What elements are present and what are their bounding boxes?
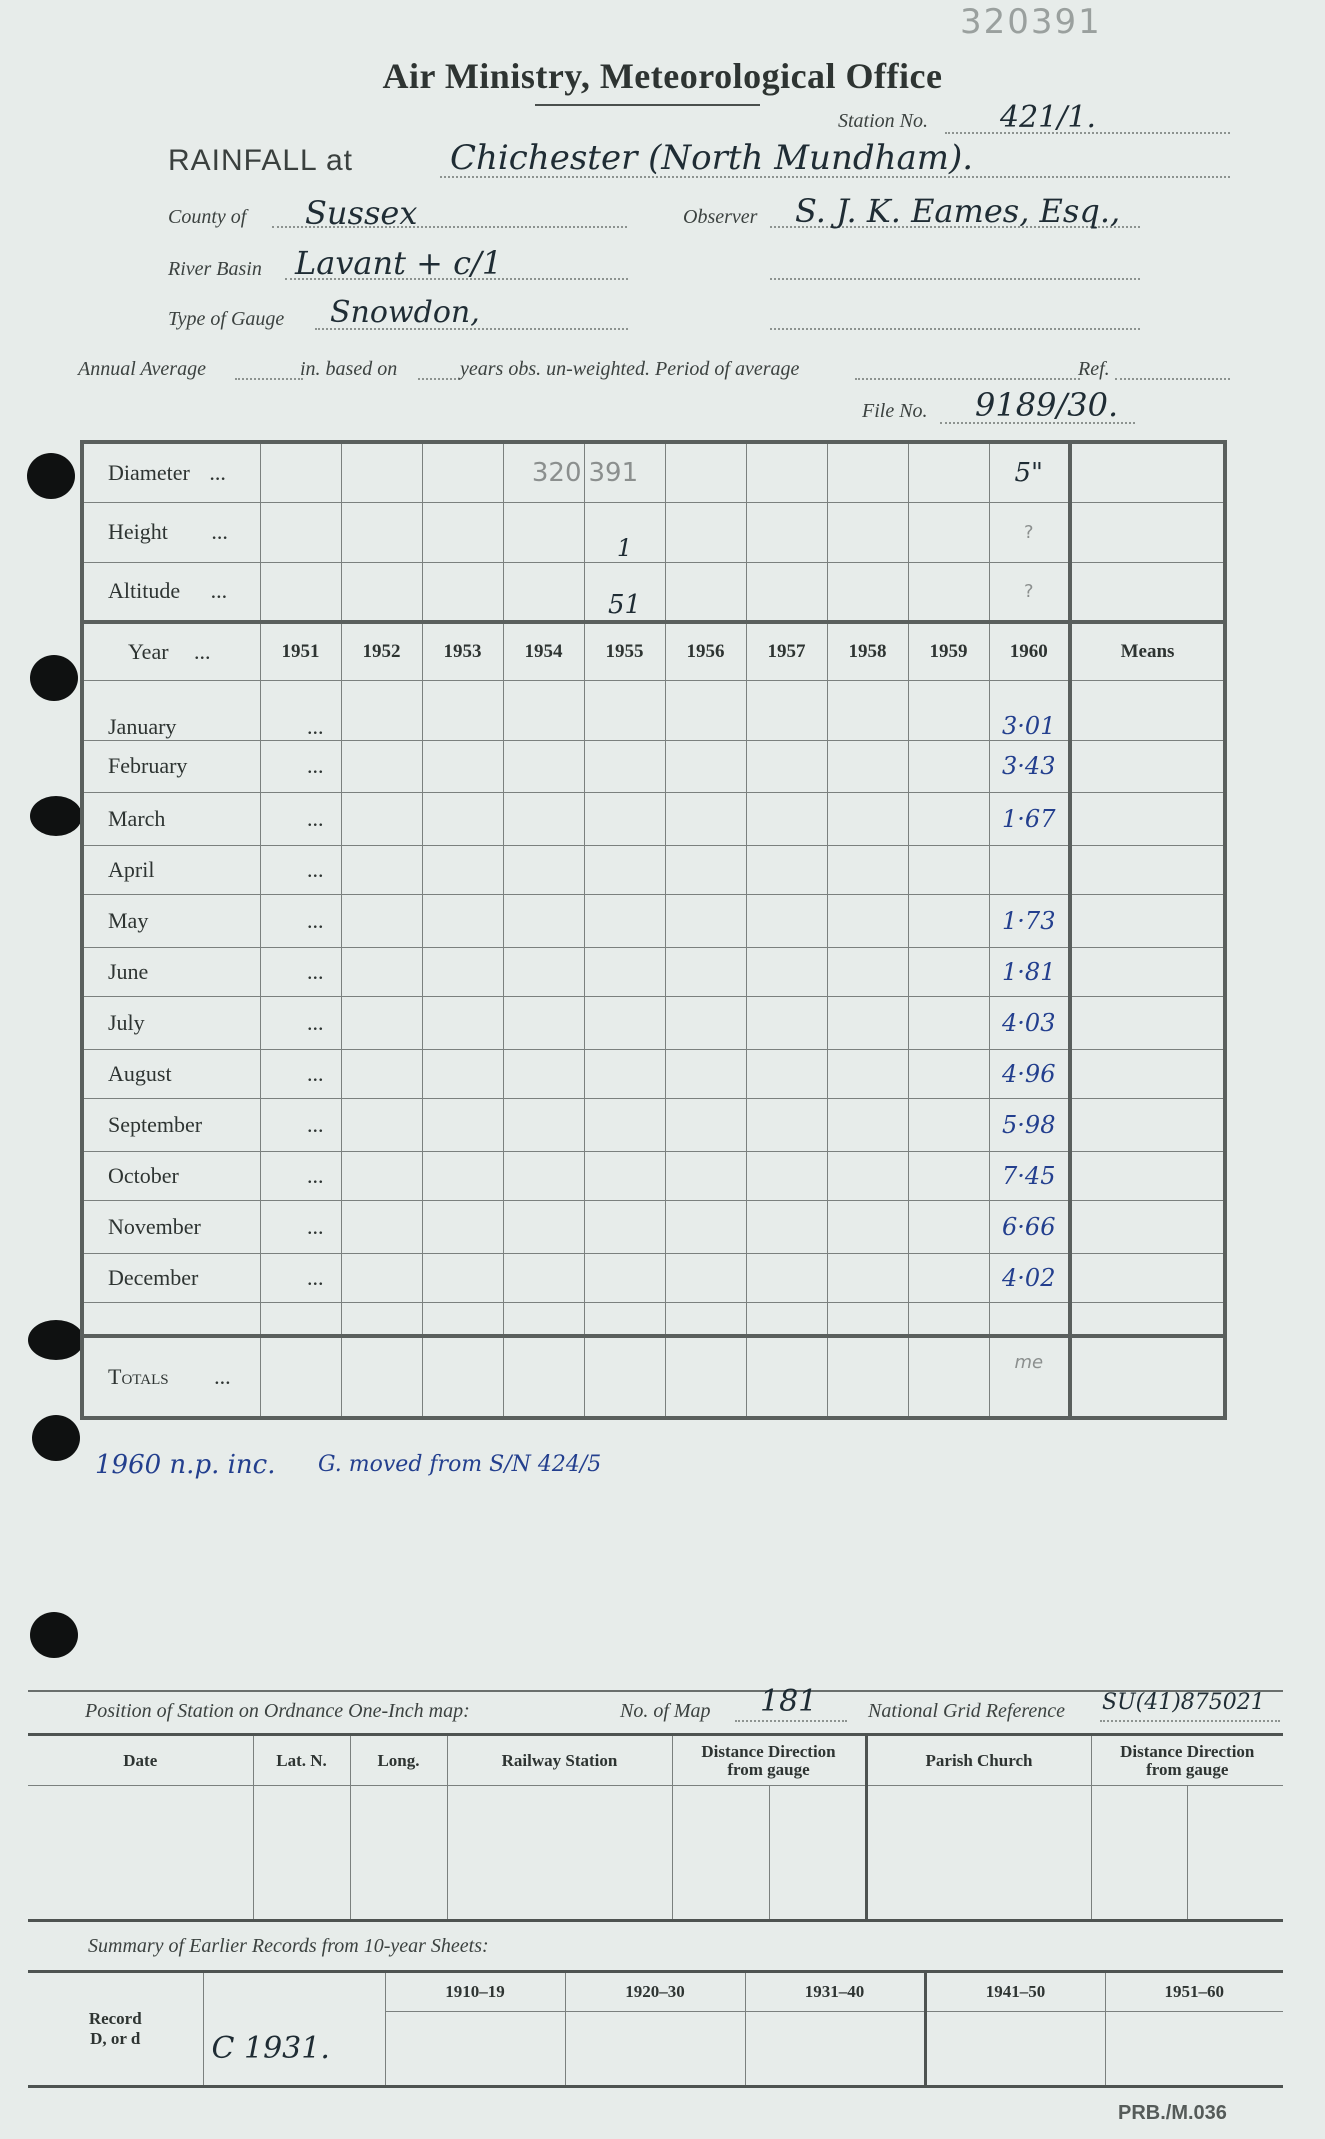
date-header: Date <box>28 1735 253 1786</box>
rain-cell <box>665 680 746 740</box>
rain-cell <box>827 996 908 1049</box>
rain-cell <box>746 1098 827 1151</box>
rain-cell <box>584 947 665 996</box>
title-underline <box>535 104 760 106</box>
month-row <box>82 996 1225 1049</box>
record-label-1: Record <box>88 2009 142 2028</box>
dots: ... <box>307 753 324 778</box>
note-gauge-moved: G. moved from S/N 424/5 <box>318 1452 602 1477</box>
diameter-label: Diameter <box>108 459 190 485</box>
rain-cell <box>827 792 908 845</box>
mean-cell <box>1070 792 1225 845</box>
dots: ... <box>307 1213 324 1239</box>
rain-cell <box>746 1253 827 1302</box>
rain-cell <box>827 845 908 894</box>
rain-cell <box>503 1098 584 1151</box>
rain-cell <box>665 740 746 792</box>
month-row <box>82 947 1225 996</box>
rain-value-1960: 1·73 <box>989 894 1070 947</box>
rain-cell <box>746 740 827 792</box>
dots: ... <box>307 1111 324 1137</box>
rain-value-1960: 6·66 <box>989 1200 1070 1253</box>
rain-cell <box>665 845 746 894</box>
rain-cell <box>665 1200 746 1253</box>
dots: ... <box>307 856 324 882</box>
dots: ... <box>307 1162 324 1188</box>
altitude-label: Altitude <box>108 578 181 604</box>
altitude-1960: ? <box>1023 580 1034 602</box>
rain-cell <box>341 1253 422 1302</box>
rain-value-1960: 1·67 <box>989 792 1070 845</box>
month-row <box>82 680 1225 740</box>
grid-ref-label: National Grid Reference <box>868 1700 1065 1722</box>
rain-value-1960: 1·81 <box>989 947 1070 996</box>
record-label-cell <box>28 1972 203 2087</box>
rain-cell <box>341 1200 422 1253</box>
file-no-label: File No. <box>862 400 928 422</box>
lat-header: Lat. N. <box>253 1735 350 1786</box>
observer-label: Observer <box>683 206 758 228</box>
rain-cell <box>908 894 989 947</box>
years-obs-label: years obs. un-weighted. Period of average <box>460 358 800 380</box>
record-label-2: D, or d <box>90 2029 141 2048</box>
mean-cell <box>1070 1200 1225 1253</box>
rain-cell <box>341 1098 422 1151</box>
station-no-label: Station No. <box>838 110 929 132</box>
mean-cell <box>1070 1098 1225 1151</box>
map-no-value: 181 <box>760 1684 818 1719</box>
month-label: January <box>108 713 177 739</box>
dots: ... <box>307 805 324 831</box>
parish-header: Parish Church <box>866 1735 1091 1786</box>
record-value: C 1931. <box>203 2012 385 2087</box>
totals-label: Totals <box>108 1364 169 1389</box>
observer-value: S. J. K. Eames, Esq., <box>795 192 1121 230</box>
mean-cell <box>1070 680 1225 740</box>
rain-cell <box>422 845 503 894</box>
year-1958: 1958 <box>827 622 908 680</box>
altitude-row: Altitude ... 51 ? <box>82 562 1225 622</box>
rain-cell <box>584 792 665 845</box>
decade-1941: 1941–50 <box>925 1972 1105 2012</box>
mean-cell <box>1070 740 1225 792</box>
mean-cell <box>1070 996 1225 1049</box>
punch-hole-2 <box>30 655 78 701</box>
rain-cell <box>422 1098 503 1151</box>
rain-cell <box>908 792 989 845</box>
decade-1951: 1951–60 <box>1105 1972 1283 2012</box>
rain-cell <box>422 792 503 845</box>
dots: ... <box>307 1009 324 1035</box>
month-label: July <box>108 1009 145 1035</box>
rain-value-1960: 4·02 <box>989 1253 1070 1302</box>
rain-cell <box>827 894 908 947</box>
height-row: Height ... 1 ? <box>82 502 1225 562</box>
rain-cell <box>503 845 584 894</box>
rain-value-1960: 7·45 <box>989 1151 1070 1200</box>
rain-cell <box>503 792 584 845</box>
dots: ... <box>307 1264 324 1290</box>
note-1960: 1960 n.p. inc. <box>95 1450 276 1480</box>
county-label: County of <box>168 206 247 228</box>
rain-cell <box>665 996 746 1049</box>
month-label: May <box>108 907 149 933</box>
rain-cell <box>503 680 584 740</box>
rain-cell <box>746 680 827 740</box>
rain-cell <box>584 1151 665 1200</box>
summary-table <box>28 1970 1283 2088</box>
year-1959: 1959 <box>908 622 989 680</box>
rain-cell <box>341 1049 422 1098</box>
rain-cell <box>827 1253 908 1302</box>
rain-cell <box>422 1151 503 1200</box>
rain-cell <box>260 1049 341 1098</box>
punch-hole-4 <box>28 1320 84 1360</box>
pencil-height-1955: 1 <box>616 533 633 562</box>
distance-direction-label-2: Distance Direction <box>1120 1741 1255 1761</box>
totals-row: Totals ... me <box>82 1336 1225 1418</box>
month-label: June <box>108 958 149 984</box>
pencil-diameter-1955: 391 <box>588 457 639 488</box>
rain-cell <box>260 845 341 894</box>
rain-cell <box>260 947 341 996</box>
rain-cell <box>260 996 341 1049</box>
distance-direction-label-1: Distance Direction <box>701 1741 836 1761</box>
rain-cell <box>260 680 341 740</box>
year-1960: 1960 <box>989 622 1070 680</box>
year-1957: 1957 <box>746 622 827 680</box>
height-label: Height <box>108 519 168 544</box>
distance-direction-header-2 <box>1091 1735 1283 1786</box>
rain-cell <box>908 1151 989 1200</box>
mean-cell <box>1070 947 1225 996</box>
rain-cell <box>584 1200 665 1253</box>
rainfall-table <box>80 440 1227 1420</box>
position-table <box>28 1733 1283 1922</box>
rain-cell <box>665 947 746 996</box>
rain-cell <box>341 894 422 947</box>
rain-cell <box>908 947 989 996</box>
rain-cell <box>422 1049 503 1098</box>
footer-code: PRB./M.036 <box>1118 2102 1227 2124</box>
mean-cell <box>1070 1151 1225 1200</box>
rain-cell <box>827 680 908 740</box>
rain-cell <box>584 680 665 740</box>
rain-value-1960 <box>989 845 1070 894</box>
dots: ... <box>307 958 324 984</box>
rain-value-1960: 3·43 <box>989 740 1070 792</box>
rain-cell <box>341 740 422 792</box>
rain-cell <box>908 1253 989 1302</box>
rain-value-1960: 3·01 <box>989 680 1070 740</box>
rain-cell <box>827 1049 908 1098</box>
rain-cell <box>746 792 827 845</box>
county-value: Sussex <box>305 194 418 232</box>
punch-hole-5 <box>32 1415 80 1461</box>
month-row <box>82 1098 1225 1151</box>
rain-cell <box>260 894 341 947</box>
rain-cell <box>746 947 827 996</box>
rain-cell <box>341 845 422 894</box>
grid-ref-value: SU(41)875021 <box>1102 1690 1265 1715</box>
month-row <box>82 740 1225 792</box>
year-1951: 1951 <box>260 622 341 680</box>
rain-cell <box>584 996 665 1049</box>
rainfall-at-value: Chichester (North Mundham). <box>450 138 974 178</box>
month-label: February <box>108 753 188 778</box>
dots: ... <box>307 907 324 933</box>
ref-label: Ref. <box>1078 358 1110 380</box>
month-row <box>82 1151 1225 1200</box>
means-header: Means <box>1070 622 1225 680</box>
rain-cell <box>503 1200 584 1253</box>
based-on-label: in. based on <box>300 358 398 380</box>
summary-label: Summary of Earlier Records from 10-year Sheets: <box>88 1935 489 1957</box>
rain-cell <box>341 996 422 1049</box>
rain-cell <box>422 894 503 947</box>
corner-stamp: 320391 <box>960 2 1102 42</box>
rain-cell <box>908 680 989 740</box>
rain-cell <box>827 947 908 996</box>
from-gauge-label-1: from gauge <box>727 1759 810 1779</box>
rain-cell <box>584 894 665 947</box>
rain-value-1960: 4·96 <box>989 1049 1070 1098</box>
year-1955: 1955 <box>584 622 665 680</box>
mean-cell <box>1070 845 1225 894</box>
month-row <box>82 1049 1225 1098</box>
height-1960: ? <box>1023 521 1034 543</box>
rain-cell <box>341 792 422 845</box>
page-title: Air Ministry, Meteorological Office <box>382 56 943 96</box>
diameter-row <box>82 442 1225 502</box>
month-label: March <box>108 805 166 831</box>
rain-cell <box>908 845 989 894</box>
rain-cell <box>827 1151 908 1200</box>
dots: ... <box>307 713 324 739</box>
position-top-rule <box>28 1690 1283 1692</box>
rain-cell <box>584 740 665 792</box>
rain-cell <box>584 1253 665 1302</box>
rain-cell <box>503 1151 584 1200</box>
rain-cell <box>746 1151 827 1200</box>
rain-cell <box>503 740 584 792</box>
distance-direction-header-1 <box>672 1735 866 1786</box>
rain-cell <box>422 680 503 740</box>
rain-cell <box>827 1098 908 1151</box>
year-1952: 1952 <box>341 622 422 680</box>
rain-cell <box>746 894 827 947</box>
spacer-row <box>82 1302 1225 1336</box>
rain-cell <box>341 1151 422 1200</box>
rain-cell <box>908 1049 989 1098</box>
year-header-row: Year ... 1951 1952 1953 1954 1955 1956 1957 1958 1959 1960 Means <box>82 622 1225 680</box>
from-gauge-label-2: from gauge <box>1146 1759 1229 1779</box>
rain-cell <box>422 1253 503 1302</box>
month-label: November <box>108 1213 201 1239</box>
rain-cell <box>746 1049 827 1098</box>
rain-cell <box>422 996 503 1049</box>
punch-hole-6 <box>30 1612 78 1658</box>
year-label: Year <box>128 638 169 664</box>
totals-1960: me <box>1014 1352 1044 1373</box>
map-no-label: No. of Map <box>620 1700 711 1722</box>
gauge-type-value: Snowdon, <box>330 295 480 330</box>
rain-cell <box>260 1253 341 1302</box>
river-basin-label: River Basin <box>168 258 262 280</box>
month-row <box>82 1253 1225 1302</box>
station-no-value: 421/1. <box>1000 100 1096 135</box>
rainfall-at-label: RAINFALL at <box>168 144 353 177</box>
rain-cell <box>584 1049 665 1098</box>
river-basin-value: Lavant + c/1 <box>295 244 503 282</box>
month-row <box>82 845 1225 894</box>
rain-cell <box>503 894 584 947</box>
rain-cell <box>827 740 908 792</box>
rain-cell <box>665 894 746 947</box>
rain-cell <box>746 1200 827 1253</box>
rain-value-1960: 4·03 <box>989 996 1070 1049</box>
year-1953: 1953 <box>422 622 503 680</box>
pencil-altitude-1955: 51 <box>607 590 642 620</box>
year-1956: 1956 <box>665 622 746 680</box>
rain-cell <box>908 740 989 792</box>
month-row <box>82 894 1225 947</box>
mean-cell <box>1070 1049 1225 1098</box>
month-row <box>82 792 1225 845</box>
rain-cell <box>665 1098 746 1151</box>
rain-cell <box>503 947 584 996</box>
punch-hole-3 <box>30 796 82 836</box>
mean-cell <box>1070 894 1225 947</box>
rain-cell <box>665 1253 746 1302</box>
rain-cell <box>665 1049 746 1098</box>
rain-cell <box>422 947 503 996</box>
rain-cell <box>503 1049 584 1098</box>
rain-cell <box>584 1098 665 1151</box>
rain-cell <box>746 996 827 1049</box>
month-label: December <box>108 1264 199 1290</box>
month-label: October <box>108 1162 179 1188</box>
rain-cell <box>503 996 584 1049</box>
month-label: September <box>108 1111 203 1137</box>
rain-cell <box>260 792 341 845</box>
decade-1910: 1910–19 <box>385 1972 565 2012</box>
rain-cell <box>908 996 989 1049</box>
rain-cell <box>422 1200 503 1253</box>
dots: ... <box>307 1060 324 1086</box>
annual-average-label: Annual Average <box>78 358 206 380</box>
rain-cell <box>422 740 503 792</box>
rain-cell <box>584 845 665 894</box>
position-label: Position of Station on Ordnance One-Inch map: <box>85 1700 470 1722</box>
rain-cell <box>503 1253 584 1302</box>
rain-cell <box>341 680 422 740</box>
rain-cell <box>665 792 746 845</box>
rain-cell <box>341 947 422 996</box>
month-label: April <box>108 856 155 882</box>
year-1954: 1954 <box>503 622 584 680</box>
decade-1931: 1931–40 <box>745 1972 925 2012</box>
long-header: Long. <box>350 1735 447 1786</box>
rain-cell <box>260 740 341 792</box>
month-label: August <box>108 1060 172 1086</box>
dots: ... <box>209 459 226 485</box>
punch-hole-1 <box>27 453 75 499</box>
month-row <box>82 1200 1225 1253</box>
rain-cell <box>746 845 827 894</box>
rain-cell <box>260 1098 341 1151</box>
railway-header: Railway Station <box>447 1735 672 1786</box>
decade-1920: 1920–30 <box>565 1972 745 2012</box>
rain-cell <box>665 1151 746 1200</box>
gauge-type-label: Type of Gauge <box>168 308 285 330</box>
file-no-value: 9189/30. <box>975 386 1119 424</box>
rain-cell <box>260 1151 341 1200</box>
diameter-1960: 5" <box>1014 457 1043 488</box>
rain-cell <box>827 1200 908 1253</box>
rain-cell <box>260 1200 341 1253</box>
pencil-diameter-1954: 320 <box>531 457 582 488</box>
mean-cell <box>1070 1253 1225 1302</box>
rain-cell <box>908 1098 989 1151</box>
rain-value-1960: 5·98 <box>989 1098 1070 1151</box>
rain-cell <box>908 1200 989 1253</box>
